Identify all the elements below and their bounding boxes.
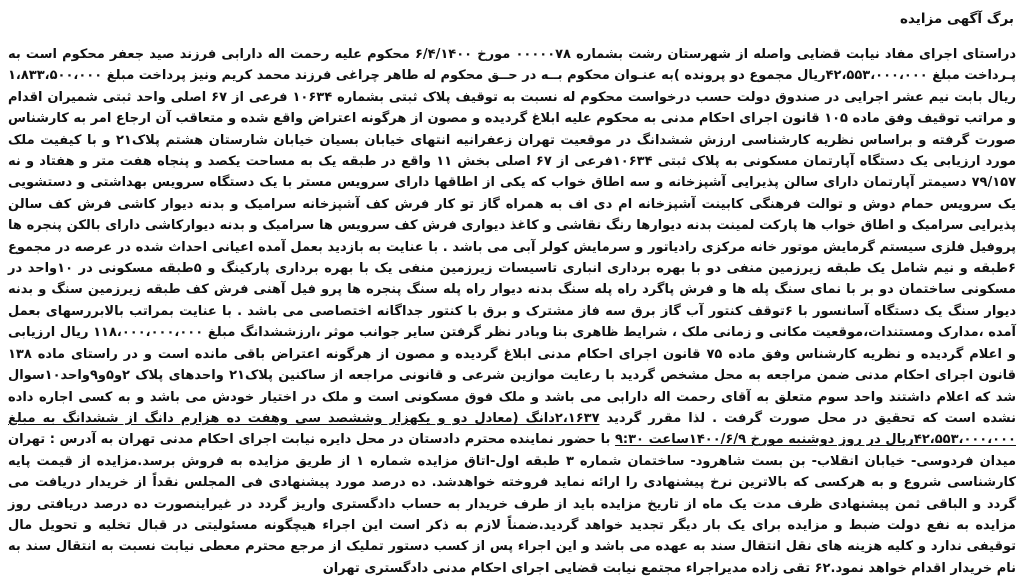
auction-notice	[6, 4, 1018, 580]
notice-body-underlined-auction-terms: ۲،۱۶۳۷دانگ (معادل دو و یکهزار وششصد سی وهفت ده هزارم دانگ از ششدانگ به مبلغ ۴۲،۵۵۳،۰۰۰،۰۰۰ریال در روز دوشنبه مورخ ۱۴۰۰/۶/۹ساعت ۹:۳۰	[8, 410, 1016, 448]
notice-body-part-1: دراستای اجرای مفاد نیابت قضایی واصله از شهرستان رشت بشماره ۰۰۰۰۰۷۸ مورخ ۶/۴/۱۴۰۰ محکوم علیه رحمت اله دارابی فرزند صید جعفر محکوم است به پـرداخت مبلغ ۴۲،۵۵۳،۰۰۰،۰۰۰ریال مجموع دو پرونده )به عنـوان محکوم بــه در حــق محکوم له طاهر چراغی فرزند محمد کریم ونیز پرداخت مبلغ ۱،۸۳۳،۵۰۰،۰۰۰ ریال بابت نیم عشر اجرایی در صندوق دولت حسب درخواست محکوم له نسبت به توقیف پلاک ثبتی بشماره ۱۰۶۳۴ فرعی از ۶۷ اصلی واحد ثبتی شمیران اقدام و مراتب توقیف وفق ماده ۱۰۵ قانون اجرای احکام مدنی به محکوم علیه ابلاغ گردیده و مصون از هرگونه اعتراض واقع شده و متعاقب آن ارجاع امر به کارشناس صورت گرفته و براساس نظریه کارشناسی ارزش ششدانگ در موقعیت تهران زعفرانیه انتهای خیابان بسیان خیابان شارستان هشتم پلاک۲۱ و با کیفیت ملک مورد ارزیابی یک دستگاه آپارتمان مسکونی به پلاک ثبتی ۱۰۶۳۴فرعی از ۶۷ اصلی بخش ۱۱ واقع در طبقه یک به مساحت یکصد و پنجاه هفت متر و هفتاد و نه ۷۹/۱۵۷ دسیمتر آپارتمان دارای سالن پذیرایی آشپزخانه و سه اطاق خواب که یکی از اطاقها دارای سرویس مستر با یک دستگاه سرویس بهداشتی و دستشویی یک سرویس حمام دوش و توالت فرهنگی کابینت آشپزخانه ام دی اف به همراه گاز تو کار فرش کف آشپزخانه سرامیک و بدنه دیوار کاشی فرش کف سالن پذیرایی سرامیک و اطاق خواب ها پارکت لمینت بدنه دیوارها رنگ نقاشی و کاغذ دیواری فرش کف سرویس ها سرامیک و بدنه دیوارکاشی دارای بالکن پنجره ها پروفیل فلزی سیستم گرمایش موتور خانه مرکزی رادیاتور و سرمایش کولر آبی می باشد . با عنایت به بازدید بعمل آمده اعیانی احداث شده در عرصه در مجموع ۶طبقه و نیم شامل یک طبقه زیرزمین منفی دو با بهره برداری انباری تاسیسات زیرزمین منفی یک با بهره برداری پارکینگ و ۵طبقه مسکونی در ۱۰واحد در مسکونی ساختمان دو بر با نمای سنگ پله ها و فرش پاگرد راه پله سنگ بدنه دیوار راه پله سنگ پنجره ها پرو فیل آهنی فرش کف طبقه زیرزمین سنگ و بدنه دیوار سنگ یک دستگاه آسانسور با ۶توقف کنتور آب گاز برق سه فاز مشترک و برق با کنتور جداگانه اختصاصی می باشد . با عنایت بمراتب بالابررسهای بعمل آمده ،مدارک ومستندات،موقعیت مکانی و زمانی ملک ، شرایط ظاهری بنا وبادر نظر گرفتن سایر جوانب موثر ،ارزششدانگ مبلغ ۱۱۸،۰۰۰،۰۰۰،۰۰۰ ریال ارزیابی و اعلام گردیده و نظریه کارشناس وفق ماده ۷۵ قانون اجرای احکام مدنی ابلاغ گردیده و مصون از هرگونه اعتراض باقی مانده است و در راستای ماده ۱۳۸ قانون اجرای احکام مدنی ضمن مراجعه به محل مشخص گردید با رعایت موازین شرعی و قانونی مراجعه از ساکنین پلاک۲۱ واحدهای پلاک ۲و۵و۹واحد۱۰سوال شد که اعلام داشتند واحد سوم متعلق به آقای رحمت اله دارابی می باشد و ملک فوق مسکونی است و ملک در اختیار خودش می باشد و به کسی اجاره داده نشده است که تحقیق در محل صورت گرفت . لذا مقرر گردید	[8, 47, 1017, 426]
notice-title: برگ آگهی مزایده	[900, 11, 1014, 27]
notice-body-part-2: با حضور نماینده محترم دادستان در محل دایره نیابت اجرای احکام مدنی تهران به آدرس : تهران میدان فردوسی- خیابان انقلاب- بن بست شاهرود- ساختمان شماره ۳ طبقه اول-اتاق مزایده شماره ۱ از طریق مزایده به فروش برسد.مزایده از قیمت پایه کارشناسی شروع و به هرکسی که بالاترین نرخ پیشنهادی را ارائه نماید فروخته خواهدشد. ده درصد مورد پیشنهادی فی المجلس نقداً از خریدار دریافت می گردد و الباقی ثمن پیشنهادی ظرف مدت یک ماه از تاریخ مزایده باید از طرف خریدار به حساب دادگستری واریز گردد در غیراینصورت ده درصد دریافتی روز مزایده به نفع دولت ضبط و مزایده برای یک بار دیگر تجدید خواهد گردید.ضمناً لازم به ذکر است این اجراء هیچگونه مسئولیتی در قبال تخلیه و تحویل مال توقیفی ندارد و کلیه هزینه های نقل انتقال سند به عهده می باشد و این اجراء پس از کسب دستور تملیک از مرجع محترم معطی نیابت نسبت به انتقال سند به نام خریدار اقدام خواهد نمود.۶۲ تقی زاده مدیراجراء مجتمع نیابت قضایی اجرای احکام مدنی دادگستری تهران	[8, 432, 1017, 576]
notice-body	[6, 44, 1018, 579]
